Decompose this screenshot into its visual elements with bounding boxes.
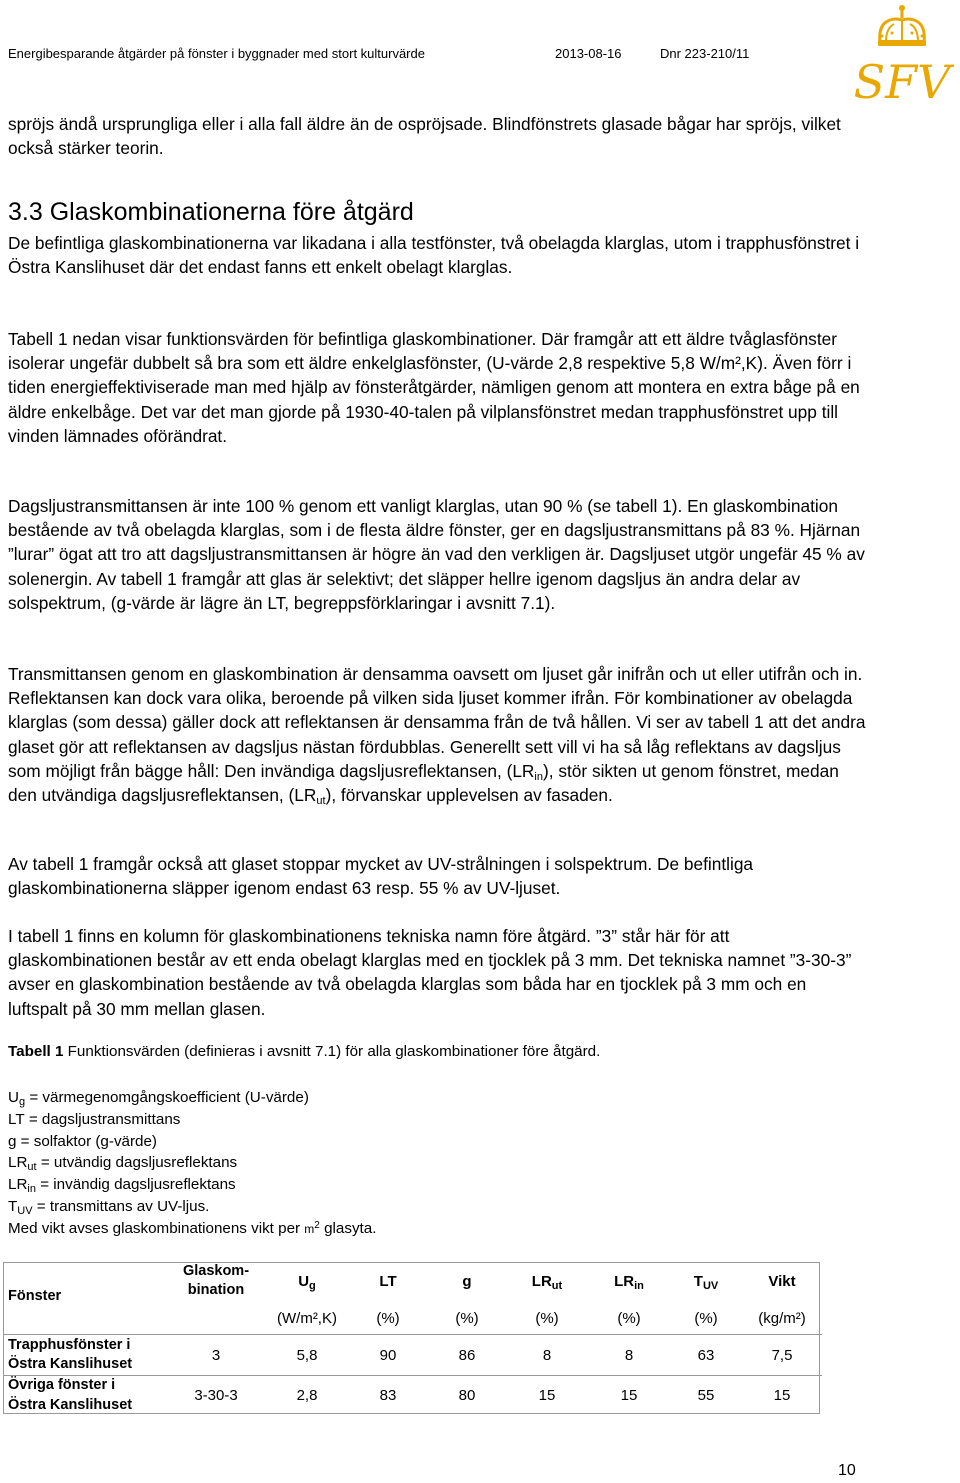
cell-lrut: 15 xyxy=(538,1387,556,1404)
cell-glass: 3 xyxy=(166,1335,266,1376)
col-header-lrut: $LR_{ut}$ xyxy=(531,1272,563,1292)
logo-text: SFV xyxy=(853,55,951,109)
definitions-list xyxy=(8,1087,376,1241)
section-heading: 3.3 Glaskombinationerna före åtgärd xyxy=(8,198,414,226)
col-header-fonster: Fönster xyxy=(4,1259,166,1335)
cell-vikt: 7,5 xyxy=(742,1335,822,1376)
cell-ug: 2,8 xyxy=(296,1387,318,1404)
intro-paragraph: spröjs ändå ursprungliga eller i alla fall äldre än de ospröjsade. Blindfönstrets glasade bågar har spröjs, vilket också stärker teorin. xyxy=(8,114,841,159)
cell-lrin: 8 xyxy=(588,1335,670,1376)
unit-cell: (kg/m²) xyxy=(742,1303,822,1335)
table-row xyxy=(4,1376,822,1416)
col-header-g: g xyxy=(462,1272,472,1290)
unit-cell xyxy=(166,1303,266,1335)
col-header-lrin: $LR_{in}$ xyxy=(614,1272,644,1292)
paragraph-1: De befintliga glaskombinationerna var likadana i alla testfönster, två obelagda klarglas, utom i trapphusfönstret i Östra Kanslihuset där det endast fanns ett enkelt obelagt klarglas. xyxy=(8,233,860,278)
definition-item: $LR_{in}$ = invändig dagsljusreflektans xyxy=(8,1176,236,1196)
document-number: Dnr 223-210/11 xyxy=(660,46,750,61)
cell-lrin: 15 xyxy=(620,1387,638,1404)
paragraph-3: Dagsljustransmittansen är inte 100 % genom ett vanligt klarglas, utan 90 % (se tabell 1). En glaskombination bestående av två obelagda klarglas, som i de flesta äldre fönster, ger en dagsljustransmittans på 83 %. Hjärnan ”lurar” ögat att tro att dagsljustransmittansen är högre än vad den verkligen är. Dagsljuset utgör ungefär 45 % av solenergin. Av tabell 1 framgår att glas är selektivt; det släpper hellre igenom dagsljus än andra delar av solspektrum, (g-värde är lägre än LT, begreppsförklaringar i avsnitt 7.1). xyxy=(8,496,865,613)
col-header-vikt: Vikt xyxy=(768,1272,796,1290)
cell-lt: 90 xyxy=(348,1335,428,1376)
cell-g: 80 xyxy=(458,1387,476,1404)
glass-values-table xyxy=(4,1259,822,1415)
table-caption xyxy=(8,1042,600,1062)
unit-cell: (%) xyxy=(588,1303,670,1335)
unit-cell: (%) xyxy=(670,1303,742,1335)
row-window-label: Trapphusfönster i Östra Kanslihuset xyxy=(4,1335,166,1376)
document-date: 2013-08-16 xyxy=(555,46,622,61)
cell-tuv: 63 xyxy=(670,1335,742,1376)
col-header-ug: $U_g$ xyxy=(298,1272,316,1292)
row-window-label: Övriga fönster i Östra Kanslihuset xyxy=(8,1377,133,1413)
paragraph-6: I tabell 1 finns en kolumn för glaskombinationens tekniska namn före åtgärd. ”3” står här för att glaskombinationen består av ett enda obelagt klarglas med en tjocklek på 3 mm. Det tekniska namnet ”3-30-3” avser en glaskombination bestående av två obelagda klarglas som båda har en tjocklek på 3 mm och en luftspalt på 30 mm mellan glasen. xyxy=(8,926,852,1019)
document-title: Energibesparande åtgärder på fönster i byggnader med stort kulturvärde xyxy=(8,46,425,61)
cell-lt: 83 xyxy=(379,1387,397,1404)
unit-cell: (%) xyxy=(506,1303,588,1335)
table-caption-text: Funktionsvärden (definieras i avsnitt 7.1) för alla glaskombinationer före åtgärd. xyxy=(63,1043,601,1060)
paragraph-2: Tabell 1 nedan visar funktionsvärden för befintliga glaskombinationer. Där framgår att ett äldre tvåglasfönster isolerar ungefär dubbelt så bra som ett äldre enkelglasfönster, (U-värde 2,8 respektive 5,8 W/m²,K). Även förr i tiden energieffektiviserade man med hjälp av fönsteråtgärder, nämligen genom att montera en extra båge på en äldre enkelbåge. Det var det man gjorde på 1930-40-talen på vilplansfönstret medan trapphusfönstret upp till vinden lämnades oförändrat. xyxy=(8,329,860,446)
definition-item: g = solfaktor (g-värde) xyxy=(8,1132,157,1150)
paragraph-4: Transmittansen genom en glaskombination är densamma oavsett om ljuset går inifrån och ut eller utifrån och in. Reflektansen kan dock vara olika, beroende på vilken sida ljuset kommer ifrån. För kombinationer av obelagda klarglas (som dessa) gäller dock att reflektansen är densamma från de två hållen. Vi ser av tabell 1 att det andra glaset gör att reflektansen av dagsljus nästan fördubblas. Generellt sett vill vi ha så låg reflektans av dagsljus som möjligt från bägge håll: Den invändiga dagsljusreflektansen, $(LR_{in})$, stör sikten ut genom fönstret, medan den utvändiga dagsljusreflektansen, $(LR_{ut})$, förvanskar upplevelsen av fasaden. xyxy=(8,664,866,808)
col-header-lt: LT xyxy=(379,1272,397,1290)
definition-item: $LR_{ut}$ = utvändig dagsljusreflektans xyxy=(8,1154,238,1174)
table-row xyxy=(4,1335,822,1376)
cell-ug: 5,8 xyxy=(266,1335,348,1376)
definition-item: $T_{UV}$ = transmittans av UV-ljus. xyxy=(8,1197,210,1217)
unit-cell: (%) xyxy=(428,1303,506,1335)
cell-g: 86 xyxy=(428,1335,506,1376)
col-header-tuv: $T_{UV}$ xyxy=(693,1272,719,1292)
definition-item: $U_g$ = värmegenomgångskoefficient (U-värde) xyxy=(8,1089,309,1108)
table-caption-label: Tabell 1 xyxy=(8,1043,64,1060)
sfv-logo xyxy=(846,2,958,114)
weight-note: Med vikt avses glaskombinationens vikt per $m^2$ glasyta. xyxy=(8,1219,377,1237)
cell-glass: 3-30-3 xyxy=(194,1387,238,1404)
paragraph-5: Av tabell 1 framgår också att glaset stoppar mycket av UV-strålningen i solspektrum. De befintliga glaskombinationerna släpper igenom endast 63 resp. 55 % av UV-ljuset. xyxy=(8,854,754,899)
table-header-row xyxy=(4,1259,822,1303)
definition-item: LT = dagsljustransmittans xyxy=(8,1110,181,1128)
unit-cell: (W/m²,K) xyxy=(266,1303,348,1335)
cell-vikt: 15 xyxy=(773,1387,791,1404)
col-header-glaskombination: Glaskom- bination xyxy=(182,1263,250,1298)
cell-lrut: 8 xyxy=(506,1335,588,1376)
page-number: 10 xyxy=(838,1462,856,1479)
cell-tuv: 55 xyxy=(697,1387,715,1404)
unit-cell: (%) xyxy=(348,1303,428,1335)
